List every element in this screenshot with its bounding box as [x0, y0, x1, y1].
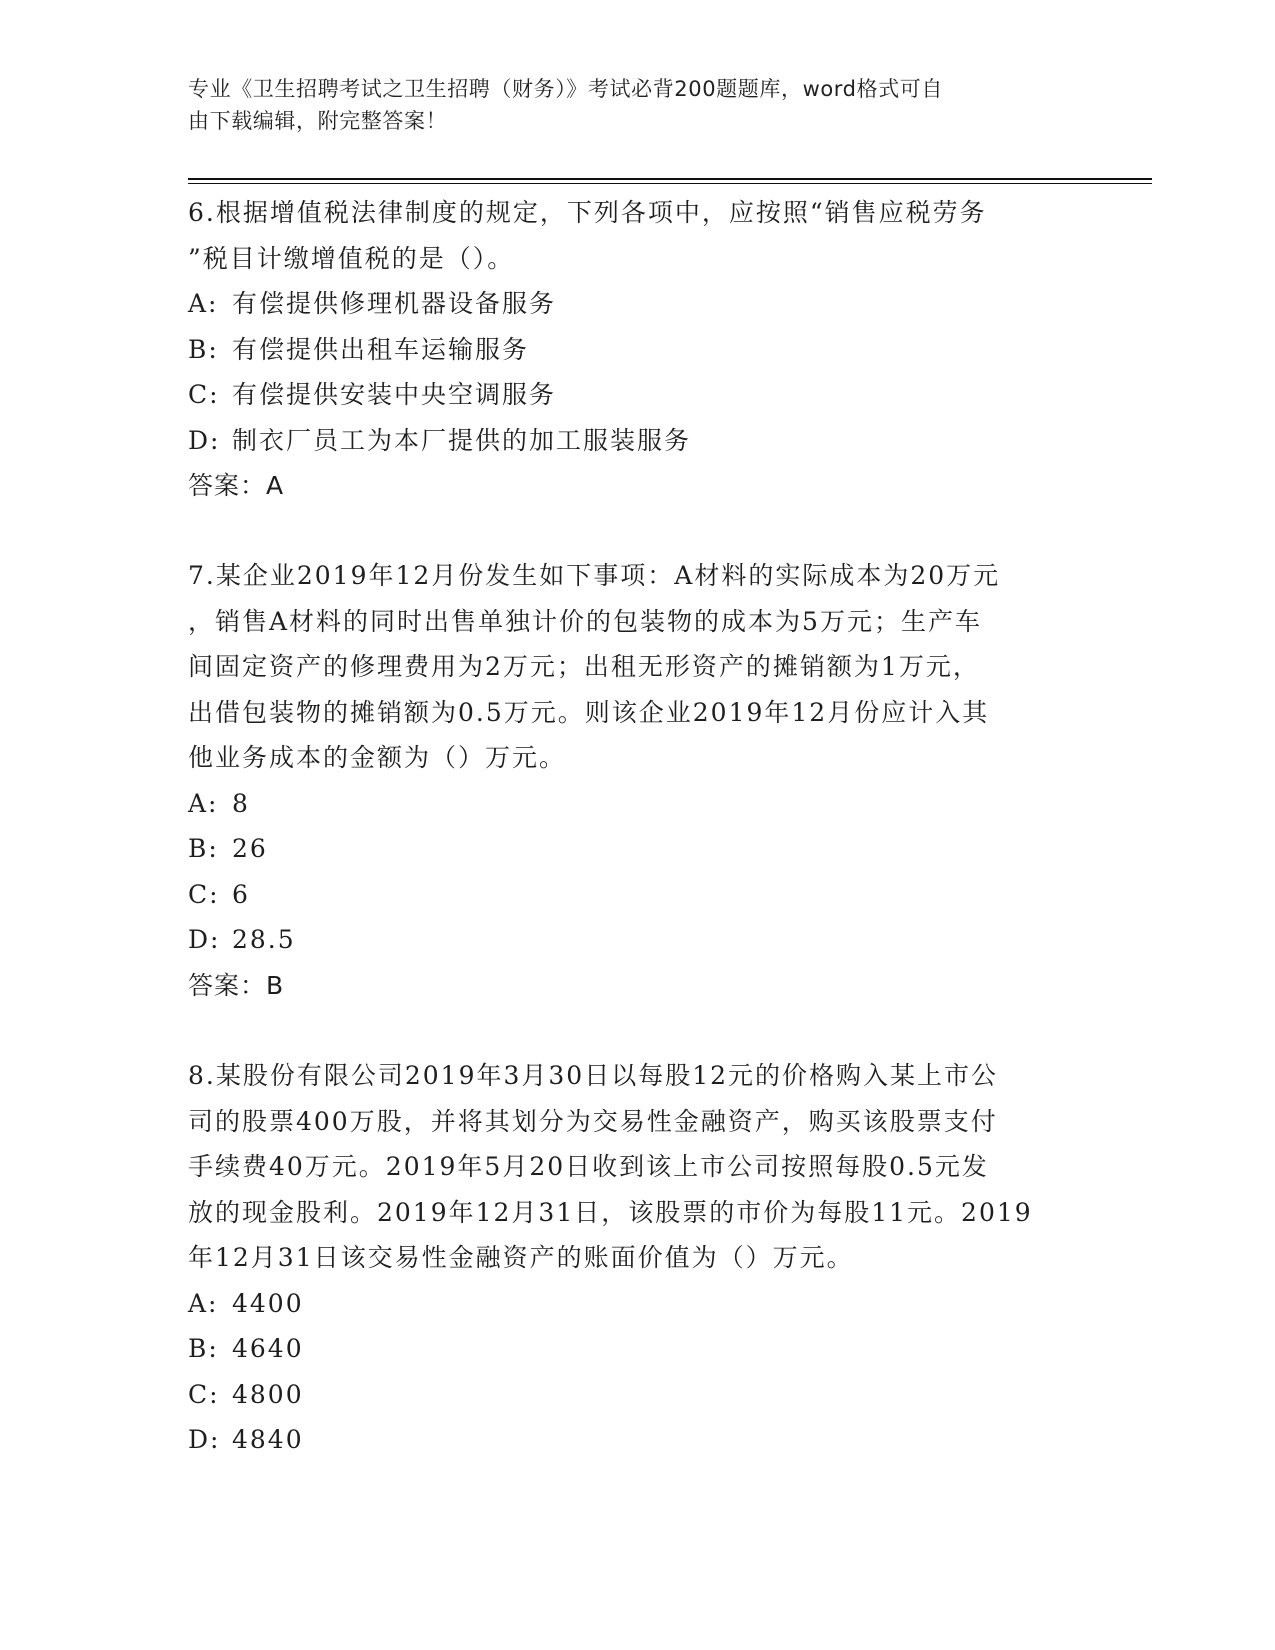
question-stem-line: 放的现金股利。2019年12月31日，该股票的市价为每股11元。2019	[188, 1197, 1033, 1227]
option-c	[188, 372, 1088, 418]
question-stem-line: 8.某股份有限公司2019年3月30日以每股12元的价格购入某上市公	[188, 1061, 999, 1090]
option-text: 有偿提供安装中央空调服务	[232, 380, 557, 409]
option-c	[188, 1372, 1088, 1418]
option-c	[188, 872, 1088, 918]
option-d	[188, 917, 1088, 963]
header-line-2: 由下载编辑，附完整答案！	[188, 109, 448, 133]
option-b	[188, 826, 1088, 872]
option-text: 制衣厂员工为本厂提供的加工服装服务	[232, 425, 692, 455]
question-stem-line: 他业务成本的金额为（）万元。	[188, 743, 567, 772]
question-stem-line: ，销售A材料的同时出售单独计价的包装物的成本为5万元；生产车	[188, 606, 982, 636]
option-text: 26	[232, 834, 268, 863]
option-key: A:	[188, 289, 219, 318]
question-6	[188, 190, 1088, 509]
option-text: 4640	[232, 1334, 304, 1363]
question-7	[188, 553, 1088, 1008]
option-key: D:	[188, 925, 221, 954]
option-key: B:	[188, 834, 219, 863]
option-b	[188, 327, 1088, 373]
option-key: D:	[188, 1425, 221, 1454]
option-a	[188, 781, 1088, 827]
option-key: B:	[188, 1334, 219, 1363]
option-key: C:	[188, 879, 220, 909]
option-text: 4800	[232, 1379, 304, 1409]
option-text: 6	[232, 879, 250, 909]
option-text: 4400	[232, 1288, 304, 1318]
option-key: C:	[188, 380, 220, 409]
option-text: 28.5	[232, 925, 296, 954]
option-d	[188, 418, 1088, 464]
question-stem-line: 司的股票400万股，并将其划分为交易性金融资产，购买该股票支付	[188, 1106, 998, 1136]
answer-label: 答案：B	[188, 970, 285, 1000]
option-key: A:	[188, 788, 219, 818]
question-stem-line: 间固定资产的修理费用为2万元；出租无形资产的摊销额为1万元，	[188, 652, 980, 681]
option-b	[188, 1326, 1088, 1372]
question-8	[188, 1053, 1088, 1463]
option-text: 4840	[232, 1425, 304, 1454]
question-stem-line: 年12月31日该交易性金融资产的账面价值为（）万元。	[188, 1243, 854, 1272]
option-d	[188, 1417, 1088, 1463]
question-stem-line: 手续费40万元。2019年5月20日收到该上市公司按照每股0.5元发	[188, 1152, 989, 1181]
option-text: 8	[232, 788, 250, 818]
option-a	[188, 1281, 1088, 1327]
header-divider-thick	[188, 178, 1152, 180]
question-stem-line: 6.根据增值税法律制度的规定，下列各项中，应按照“销售应税劳务	[188, 198, 987, 227]
option-text: 有偿提供出租车运输服务	[232, 334, 530, 364]
option-a	[188, 281, 1088, 327]
header-divider-thin	[188, 183, 1152, 184]
option-text: 有偿提供修理机器设备服务	[232, 289, 557, 318]
question-stem-line: 7.某企业2019年12月份发生如下事项：A材料的实际成本为20万元	[188, 561, 1001, 590]
option-key: D:	[188, 425, 221, 455]
answer-label: 答案：A	[188, 471, 285, 500]
option-key: C:	[188, 1379, 220, 1409]
question-stem-line: 出借包装物的摊销额为0.5万元。则该企业2019年12月份应计入其	[188, 697, 990, 727]
header-line-1: 专业《卫生招聘考试之卫生招聘（财务）》考试必背200题题库，word格式可自	[188, 77, 943, 101]
option-key: A:	[188, 1288, 219, 1318]
document-header	[188, 73, 1068, 137]
option-key: B:	[188, 334, 219, 364]
question-stem-line: ”税目计缴增值税的是（）。	[188, 243, 515, 273]
